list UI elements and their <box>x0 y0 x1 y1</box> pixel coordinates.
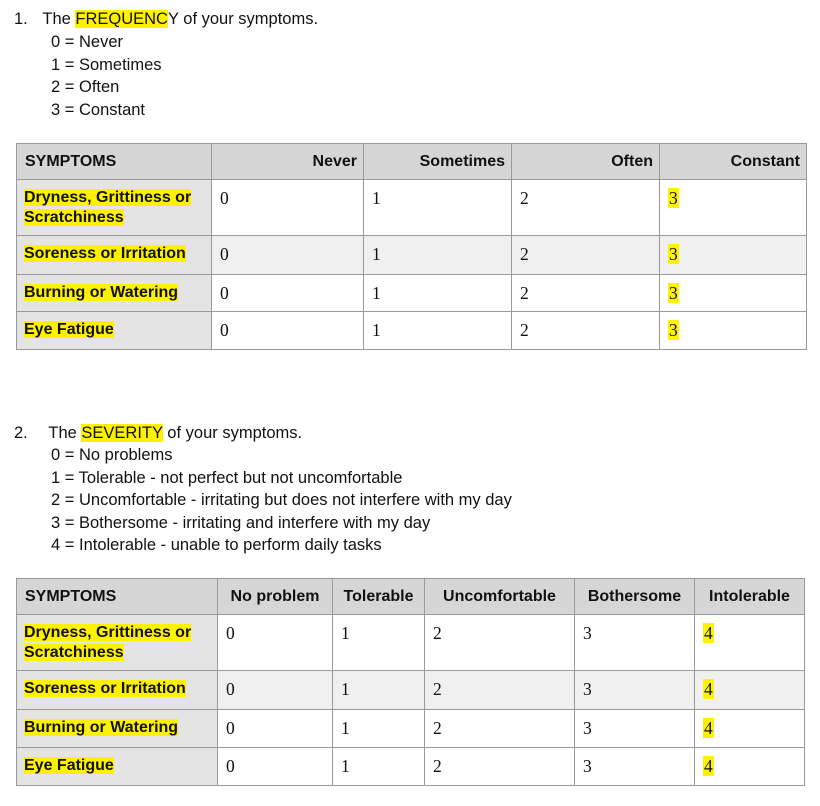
q2-scale <box>51 444 512 557</box>
header-often: Often <box>512 144 660 180</box>
q2-prefix: The <box>48 424 77 442</box>
header-uncomfortable: Uncomfortable <box>425 579 575 615</box>
header-tolerable: Tolerable <box>333 579 425 615</box>
option-sometimes[interactable]: 1 <box>364 180 512 236</box>
header-never: Never <box>212 144 364 180</box>
option-no-problem[interactable]: 0 <box>218 615 333 671</box>
table-row <box>17 275 807 312</box>
table-row <box>17 671 805 710</box>
header-intolerable: Intolerable <box>695 579 805 615</box>
table-header-row <box>17 579 805 615</box>
q1-prefix: The <box>42 10 71 28</box>
option-often[interactable]: 2 <box>512 236 660 275</box>
symptom-cell: Eye Fatigue <box>17 312 212 350</box>
q2-scale-1: 1 = Tolerable - not perfect but not uncomfortable <box>51 468 403 487</box>
option-intolerable-selected[interactable]: 4 <box>695 748 805 786</box>
option-intolerable-selected[interactable]: 4 <box>695 710 805 748</box>
option-uncomfortable[interactable]: 2 <box>425 671 575 710</box>
q2-suffix: of your symptoms. <box>167 424 303 442</box>
symptom-cell: Dryness, Grittiness or Scratchiness <box>17 180 212 236</box>
symptom-cell: Eye Fatigue <box>17 748 218 786</box>
option-never[interactable]: 0 <box>212 236 364 275</box>
q2-highlight: SEVERITY <box>81 424 163 442</box>
q1-suffix: Y of your symptoms. <box>167 10 319 28</box>
option-constant-selected[interactable]: 3 <box>660 236 807 275</box>
q1-scale-1: 1 = Sometimes <box>51 55 162 74</box>
q2-scale-2: 2 = Uncomfortable - irritating but does not interfere with my day <box>51 491 512 509</box>
option-bothersome[interactable]: 3 <box>575 615 695 671</box>
option-often[interactable]: 2 <box>512 180 660 236</box>
option-bothersome[interactable]: 3 <box>575 748 695 786</box>
option-often[interactable]: 2 <box>512 312 660 350</box>
option-tolerable[interactable]: 1 <box>333 710 425 748</box>
symptom-cell: Burning or Watering <box>17 275 212 312</box>
table-row <box>17 748 805 786</box>
option-often[interactable]: 2 <box>512 275 660 312</box>
option-no-problem[interactable]: 0 <box>218 710 333 748</box>
option-no-problem[interactable]: 0 <box>218 671 333 710</box>
option-bothersome[interactable]: 3 <box>575 710 695 748</box>
option-uncomfortable[interactable]: 2 <box>425 748 575 786</box>
q2-scale-3: 3 = Bothersome - irritating and interfere with my day <box>51 513 431 532</box>
table-row <box>17 710 805 748</box>
option-constant-selected[interactable]: 3 <box>660 180 807 236</box>
option-never[interactable]: 0 <box>212 180 364 236</box>
table-row <box>17 312 807 350</box>
q2-scale-4: 4 = Intolerable - unable to perform daily tasks <box>51 536 382 554</box>
header-no-problem: No problem <box>218 579 333 615</box>
option-intolerable-selected[interactable]: 4 <box>695 615 805 671</box>
table-row <box>17 615 805 671</box>
option-bothersome[interactable]: 3 <box>575 671 695 710</box>
header-bothersome: Bothersome <box>575 579 695 615</box>
option-never[interactable]: 0 <box>212 312 364 350</box>
q1-scale-0: 0 = Never <box>51 33 123 51</box>
frequency-table <box>16 143 807 350</box>
option-no-problem[interactable]: 0 <box>218 748 333 786</box>
header-constant: Constant <box>660 144 807 180</box>
option-intolerable-selected[interactable]: 4 <box>695 671 805 710</box>
q1-highlight: FREQUENC <box>75 10 168 28</box>
option-tolerable[interactable]: 1 <box>333 615 425 671</box>
table-header-row <box>17 144 807 180</box>
option-sometimes[interactable]: 1 <box>364 312 512 350</box>
table-row <box>17 180 807 236</box>
option-constant-selected[interactable]: 3 <box>660 275 807 312</box>
q1-number: 1. <box>14 10 28 28</box>
option-sometimes[interactable]: 1 <box>364 275 512 312</box>
option-uncomfortable[interactable]: 2 <box>425 615 575 671</box>
severity-table <box>16 578 805 786</box>
header-symptoms: SYMPTOMS <box>17 144 212 180</box>
header-symptoms: SYMPTOMS <box>17 579 218 615</box>
option-sometimes[interactable]: 1 <box>364 236 512 275</box>
header-sometimes: Sometimes <box>364 144 512 180</box>
option-uncomfortable[interactable]: 2 <box>425 710 575 748</box>
option-never[interactable]: 0 <box>212 275 364 312</box>
symptom-cell: Burning or Watering <box>17 710 218 748</box>
symptom-cell: Soreness or Irritation <box>17 671 218 710</box>
q1-scale <box>51 31 162 121</box>
q2-number: 2. <box>14 424 28 442</box>
option-constant-selected[interactable]: 3 <box>660 312 807 350</box>
option-tolerable[interactable]: 1 <box>333 671 425 710</box>
option-tolerable[interactable]: 1 <box>333 748 425 786</box>
q2-scale-0: 0 = No problems <box>51 446 173 464</box>
symptom-cell: Soreness or Irritation <box>17 236 212 275</box>
q1-scale-3: 3 = Constant <box>51 100 146 119</box>
symptom-cell: Dryness, Grittiness or Scratchiness <box>17 615 218 671</box>
table-row <box>17 236 807 275</box>
q2-heading <box>14 422 302 444</box>
q1-scale-2: 2 = Often <box>51 78 120 96</box>
q1-heading <box>14 8 318 30</box>
